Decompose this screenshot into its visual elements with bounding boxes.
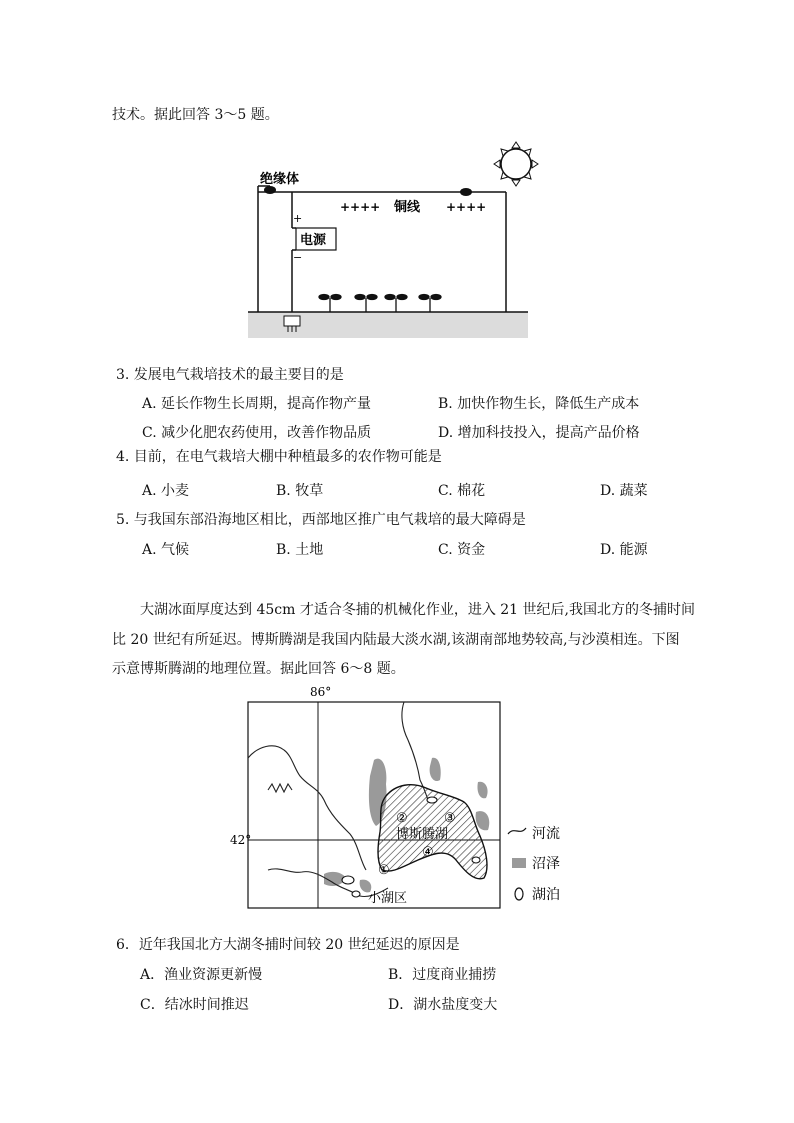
bosten-lake-map — [228, 684, 588, 914]
river-legend-icon — [508, 828, 526, 834]
q4-option-d[interactable]: D. 蔬菜 — [600, 483, 648, 499]
bosten-lake-label: 博斯腾湖 — [396, 827, 449, 842]
q3-option-d[interactable]: D. 增加科技投入，提高产品价格 — [438, 425, 640, 441]
q4-option-c[interactable]: C. 棉花 — [438, 483, 486, 499]
copper-label: 铜线 — [394, 200, 421, 215]
intro-tail-text: 技术。据此回答 3～5 题。 — [112, 107, 279, 123]
q3-option-c[interactable]: C. 减少化肥农药使用，改善作物品质 — [142, 425, 372, 441]
plus-terminal: + — [293, 212, 303, 225]
q6-option-a[interactable]: A．渔业资源更新慢 — [140, 967, 263, 983]
marsh-legend-icon — [512, 858, 526, 868]
sun-icon — [494, 142, 538, 186]
question-5-stem: 5. 与我国东部沿海地区相比，西部地区推广电气栽培的最大障碍是 — [116, 512, 526, 528]
legend-marsh-label: 沼泽 — [532, 856, 560, 872]
marker-4: ④ — [422, 845, 434, 860]
longitude-label: 86° — [310, 685, 332, 699]
marker-2: ② — [396, 811, 408, 826]
q6-option-d[interactable]: D．湖水盐度变大 — [388, 997, 498, 1013]
q5-option-c[interactable]: C. 资金 — [438, 542, 486, 558]
map-legend — [508, 825, 560, 903]
q3-option-a[interactable]: A. 延长作物生长周期，提高作物产量 — [142, 396, 372, 412]
seedlings — [319, 295, 441, 313]
charge-right: ++++ — [446, 200, 487, 214]
marker-1: ① — [378, 863, 390, 878]
q5-option-d[interactable]: D. 能源 — [600, 542, 648, 558]
passage-line-2: 比 20 世纪有所延迟。博斯腾湖是我国内陆最大淡水湖,该湖南部地势较高,与沙漠相连。下图 — [112, 632, 680, 648]
electric-cultivation-diagram — [240, 140, 540, 340]
insulator-left — [264, 186, 276, 194]
power-label: 电源 — [300, 233, 327, 248]
small-lake-area-label: 小湖区 — [368, 891, 408, 906]
passage-line-1: 大湖冰面厚度达到 45cm 才适合冬捕的机械化作业，进入 21 世纪后,我国北方的冬捕时间 — [140, 602, 695, 618]
question-3-stem: 3. 发展电气栽培技术的最主要目的是 — [116, 367, 344, 383]
q4-option-a[interactable]: A. 小麦 — [142, 483, 190, 499]
marker-3: ③ — [444, 811, 456, 826]
latitude-label: 42° — [230, 833, 252, 847]
insulator-right — [460, 188, 472, 196]
q6-option-c[interactable]: C．结冰时间推迟 — [140, 997, 249, 1013]
question-4-stem: 4. 目前，在电气栽培大棚中种植最多的农作物可能是 — [116, 449, 442, 465]
legend-lake-label: 湖泊 — [532, 887, 560, 903]
q5-option-b[interactable]: B. 土地 — [276, 542, 324, 558]
q4-option-b[interactable]: B. 牧草 — [276, 483, 324, 499]
charge-left: ++++ — [340, 200, 381, 214]
lake-legend-icon — [515, 888, 523, 900]
ground-electrode — [284, 316, 300, 326]
question-6-stem: 6．近年我国北方大湖冬捕时间较 20 世纪延迟的原因是 — [116, 937, 460, 953]
passage-line-3: 示意博斯腾湖的地理位置。据此回答 6～8 题。 — [112, 661, 405, 677]
legend-river-label: 河流 — [532, 826, 560, 842]
q6-option-b[interactable]: B．过度商业捕捞 — [388, 967, 497, 983]
insulator-label: 绝缘体 — [260, 172, 300, 187]
minus-terminal: − — [293, 251, 303, 264]
q3-option-b[interactable]: B. 加快作物生长，降低生产成本 — [438, 396, 640, 412]
q5-option-a[interactable]: A. 气候 — [142, 542, 190, 558]
